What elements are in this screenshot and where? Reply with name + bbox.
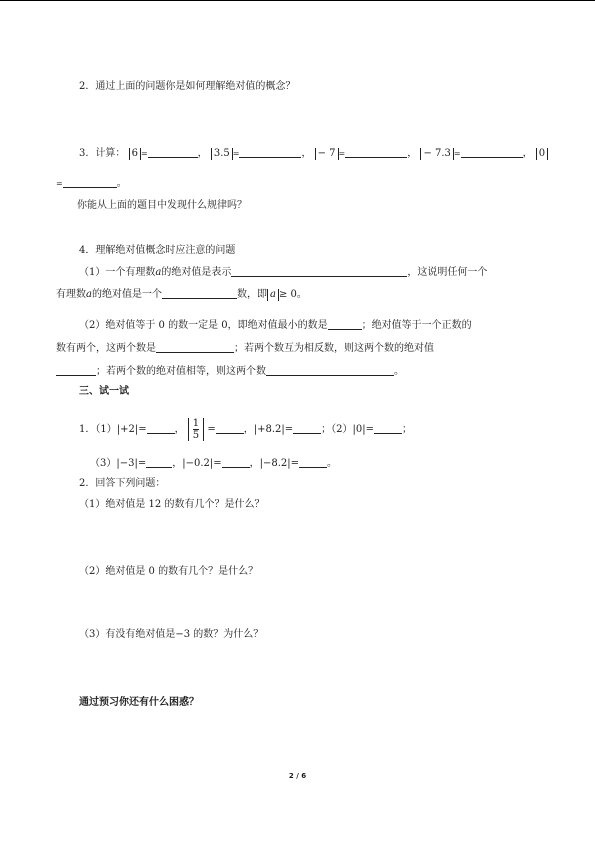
exercise-2-part-1: （1）绝对值是 12 的数有几个？是什么？ [79, 499, 265, 510]
question-2: 2．通过上面的问题你是如何理解绝对值的概念？ [79, 81, 296, 92]
exercise-2-part-3: （3）有没有绝对值是−3 的数？为什么？ [79, 629, 264, 640]
question-4-part-1-line-2: 有理数a的绝对值是一个 数，即 a ≥ 0。 [56, 289, 307, 300]
answer-blank-13[interactable] [216, 422, 244, 434]
abs-item-3: − 7 [315, 148, 339, 160]
answer-blank-12[interactable] [147, 422, 175, 434]
closing-question: 通过预习你还有什么困惑？ [79, 697, 199, 708]
question-3-line: 3．计算： 6 = ， 3.5 = ， − 7 = ， − 7.3 = ， 0 [79, 146, 548, 161]
question-4-part-2-line-1: （2）绝对值等于 0 的数一定是 0，即绝对值最小的数是 ；绝对值等于一个正数的 [79, 320, 472, 331]
answer-blank-4[interactable] [461, 146, 523, 158]
answer-blank-1[interactable] [148, 146, 198, 158]
answer-blank-2[interactable] [239, 146, 301, 158]
exercise-2-part-2: （2）绝对值是 0 的数有几个？是什么？ [79, 566, 259, 577]
question-3-prefix: 3．计算： [79, 148, 126, 159]
answer-blank-18[interactable] [299, 456, 327, 468]
answer-blank-16[interactable] [146, 456, 172, 468]
abs-item-5: 0 [536, 148, 548, 160]
abs-item-4: − 7.3 [420, 148, 453, 160]
answer-blank-15[interactable] [374, 422, 402, 434]
answer-blank-3[interactable] [345, 146, 407, 158]
section-3-title: 三、试一试 [79, 386, 129, 397]
answer-blank-5[interactable] [63, 176, 117, 188]
abs-item-1: 6 [129, 148, 141, 160]
page-number: 2 / 6 [288, 772, 307, 780]
question-3-followup: 你能从上面的题目中发现什么规律吗？ [77, 200, 247, 211]
answer-blank-8[interactable] [328, 318, 362, 330]
exercise-2-title: 2．回答下列问题： [79, 478, 166, 489]
abs-fraction: $\frac{1}{5}$ [188, 418, 204, 441]
question-4-part-2-line-3: ；若两个数的绝对值相等，则这两个数 。 [56, 364, 404, 379]
answer-blank-17[interactable] [222, 456, 250, 468]
abs-item-2: 3.5 [211, 148, 233, 160]
answer-blank-14[interactable] [293, 422, 321, 434]
exercise-1-line-1: 1．（1）|+2|= ， $\frac{1}{5}$ = ，|+8.2|= ；（2）|0|= ； [79, 418, 412, 441]
question-4-part-2-line-2: 数有两个，这两个数是 ；若两个数互为相反数，则这两个数的绝对值 [56, 343, 434, 354]
answer-blank-6[interactable] [231, 265, 407, 277]
exercise-1-line-2: （3）|−3|= ，|−0.2|= ，|−8.2|= 。 [90, 458, 338, 469]
question-4-part-1-line-1: （1）一个有理数a的绝对值是表示 ，这说明任何一个 [79, 267, 488, 278]
answer-blank-11[interactable] [266, 364, 394, 376]
question-3-line-2: = 。 [56, 178, 127, 189]
answer-blank-7[interactable] [162, 287, 237, 299]
answer-blank-9[interactable] [156, 341, 234, 353]
abs-a: a [267, 289, 279, 301]
answer-blank-10[interactable] [56, 364, 96, 376]
question-4-title: 4．理解绝对值概念时应注意的问题 [79, 245, 236, 256]
